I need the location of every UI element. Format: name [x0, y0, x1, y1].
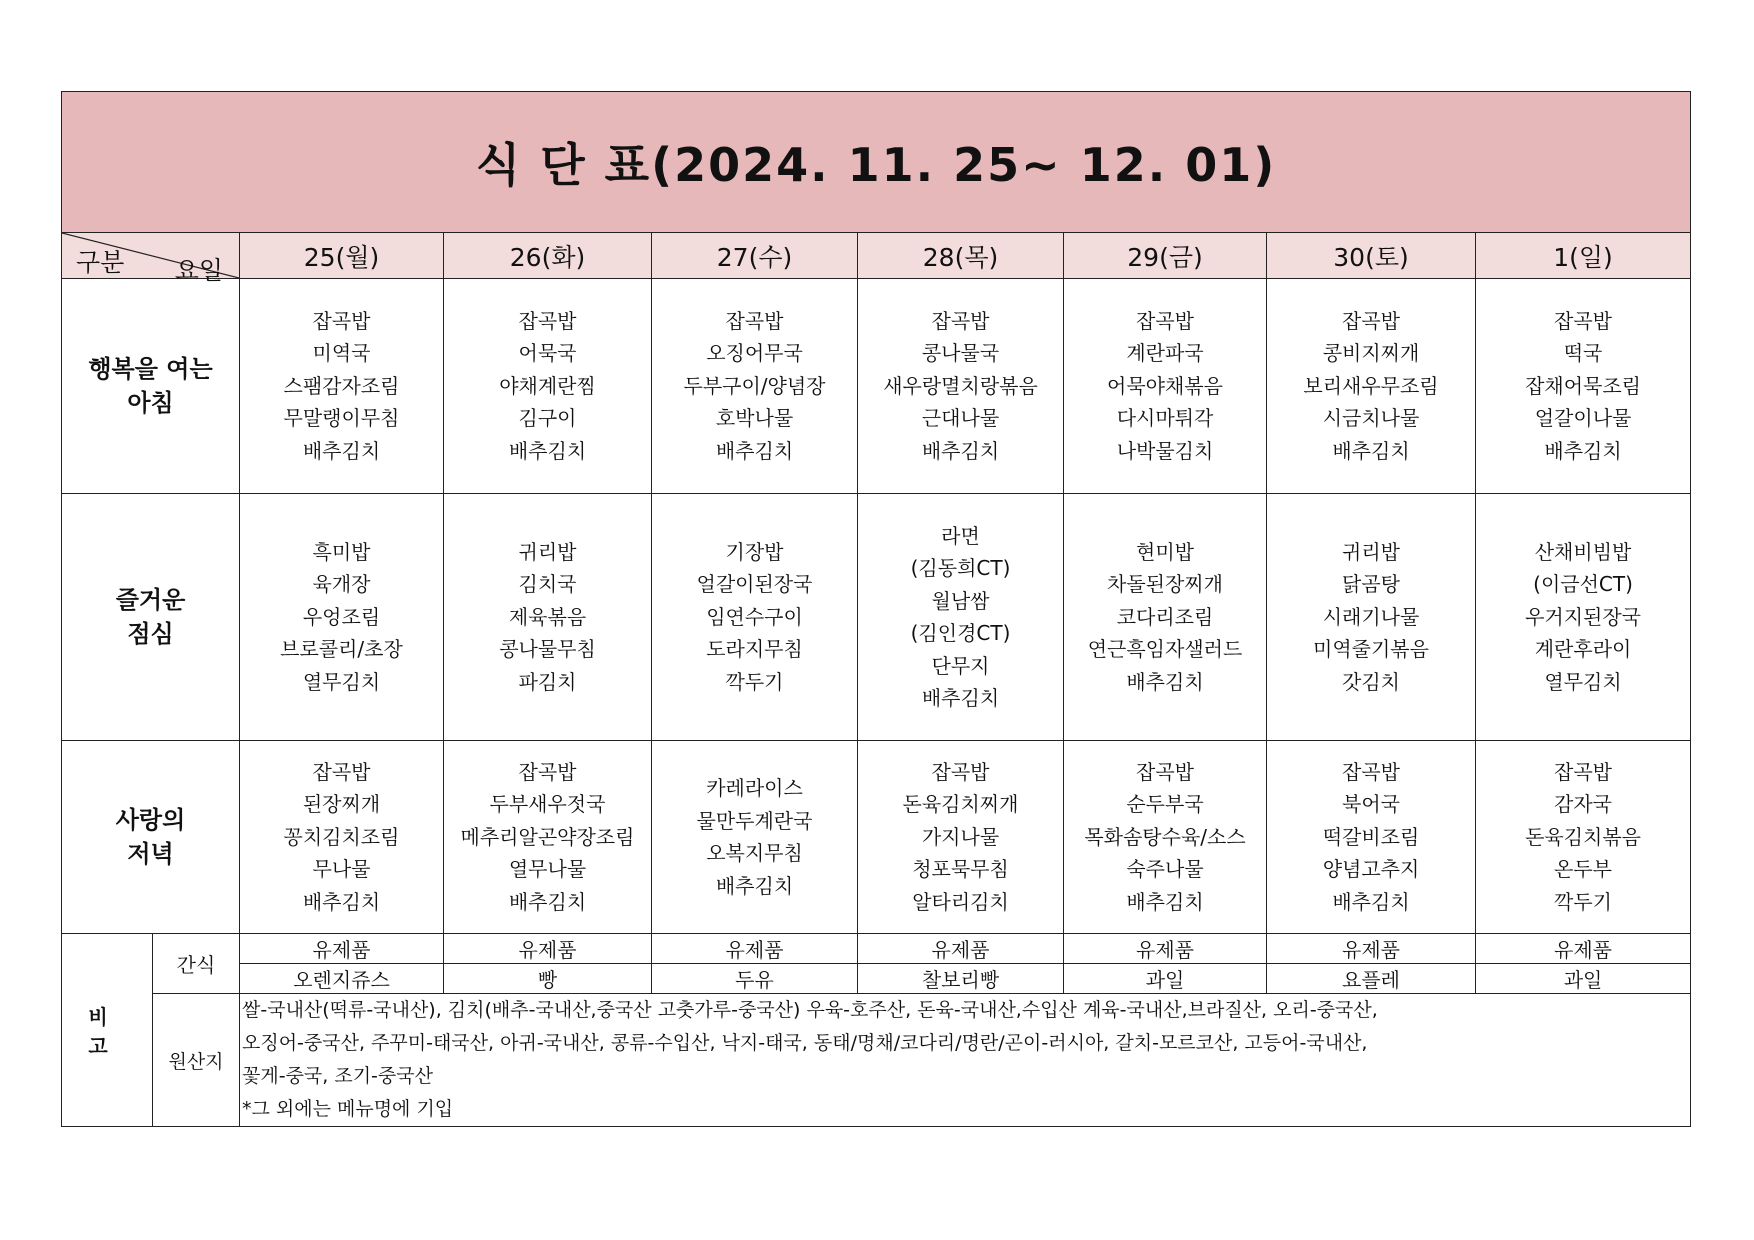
- origin-info: [240, 994, 1691, 1127]
- menu-item: 임연수구이: [706, 604, 803, 629]
- menu-item: 목화솜탕수육/소스: [1084, 824, 1246, 849]
- menu-item: 배추김치: [921, 438, 1000, 463]
- menu-item: 흑미밥: [312, 539, 371, 564]
- menu-item: 호박나물: [715, 406, 794, 431]
- day-header: 27(수): [652, 233, 858, 279]
- meal-cell: [858, 279, 1064, 494]
- menu-item: 파김치: [518, 669, 577, 694]
- menu-item: 육개장: [312, 572, 371, 597]
- menu-item: (김인경CT): [910, 621, 1011, 645]
- menu-item: 깍두기: [725, 669, 784, 694]
- day-header: 1(일): [1476, 233, 1691, 279]
- meal-cell: [858, 494, 1064, 741]
- menu-item: 갓김치: [1342, 669, 1400, 694]
- dinner-label: [62, 741, 240, 934]
- menu-item: 열무김치: [1544, 669, 1622, 694]
- menu-item: 배추김치: [715, 438, 794, 463]
- menu-item: 계란후라이: [1534, 637, 1632, 662]
- snack-cell: 과일: [1476, 964, 1691, 994]
- menu-item: (김동희CT): [910, 556, 1011, 580]
- menu-item: 잡곡밥: [931, 759, 990, 784]
- breakfast-label: [62, 279, 240, 494]
- menu-item: 시래기나물: [1322, 604, 1420, 629]
- menu-item: 무나물: [312, 857, 371, 882]
- menu-item: 차돌된장찌개: [1107, 572, 1223, 597]
- menu-item: 돈육김치볶음: [1525, 824, 1641, 849]
- menu-item: 알타리김치: [912, 889, 1009, 914]
- menu-item: 산채비빔밥: [1534, 539, 1632, 564]
- menu-item: 청포묵무침: [912, 857, 1009, 882]
- origin-line: *그 외에는 메뉴명에 기입: [242, 1098, 454, 1120]
- menu-item: 코다리조림: [1116, 604, 1214, 629]
- page-title: 식 단 표(2024. 11. 25~ 12. 01): [62, 92, 1691, 233]
- origin-label: 원산지: [153, 994, 240, 1127]
- meal-cell: [240, 741, 444, 934]
- lunch-row: [62, 494, 1691, 741]
- menu-item: 온두부: [1554, 857, 1613, 882]
- menu-item: 배추김치: [1332, 889, 1410, 914]
- meal-cell: [1064, 279, 1267, 494]
- snack-cell: 요플레: [1267, 964, 1476, 994]
- menu-item: 감자국: [1554, 792, 1613, 817]
- menu-item: 메추리알곤약장조림: [460, 824, 635, 849]
- menu-item: 미역국: [312, 341, 371, 366]
- menu-item: 잡곡밥: [518, 308, 577, 333]
- menu-item: 미역줄기볶음: [1313, 637, 1429, 662]
- menu-item: 잡곡밥: [312, 308, 371, 333]
- menu-item: 카레라이스: [706, 776, 803, 800]
- meal-label-line: 점심: [127, 620, 174, 648]
- menu-item: 보리새우무조림: [1303, 373, 1439, 398]
- origin-line: 오징어-중국산, 주꾸미-태국산, 아귀-국내산, 콩류-수입산, 낙지-태국, 동태/명채/코다리/명란/곤이-러시아, 갈치-모르코산, 고등어-국내산,: [242, 1032, 1368, 1054]
- menu-item: 브로콜리/초장: [280, 637, 403, 662]
- menu-item: 야채계란찜: [499, 373, 596, 398]
- menu-item: 라면: [941, 523, 980, 548]
- menu-item: 도라지무침: [706, 637, 803, 662]
- menu-item: 닭곰탕: [1342, 572, 1400, 597]
- lunch-label: [62, 494, 240, 741]
- menu-item: 배추김치: [921, 686, 1000, 710]
- weekday-label: 요일: [174, 256, 223, 285]
- menu-item: 우엉조림: [302, 604, 381, 629]
- snack-cell: 유제품: [652, 934, 858, 964]
- menu-item: 열무김치: [302, 669, 381, 694]
- menu-item: 배추김치: [1544, 438, 1622, 463]
- meal-label-line: 아침: [127, 389, 174, 417]
- snack-cell: 두유: [652, 964, 858, 994]
- menu-item: 잡곡밥: [931, 308, 990, 333]
- meal-label-line: 저녁: [127, 840, 174, 868]
- dinner-row: [62, 741, 1691, 934]
- menu-item: 떡국: [1563, 341, 1603, 366]
- day-header: 30(토): [1267, 233, 1476, 279]
- menu-item: 양념고추지: [1322, 857, 1420, 882]
- menu-item: 근대나물: [921, 406, 1000, 431]
- menu-item: 무말랭이무침: [283, 406, 400, 431]
- menu-item: 제육볶음: [508, 604, 587, 629]
- meal-cell: [1476, 741, 1691, 934]
- menu-item: 두부구이/양념장: [683, 373, 826, 398]
- meal-cell: [1064, 494, 1267, 741]
- breakfast-row: [62, 279, 1691, 494]
- menu-item: (이금선CT): [1533, 572, 1633, 597]
- snack-cell: 유제품: [858, 934, 1064, 964]
- menu-item: 배추김치: [508, 889, 587, 914]
- snack-row-2: [62, 964, 1691, 994]
- menu-item: 월남쌈: [931, 588, 990, 613]
- snack-cell: 빵: [444, 964, 652, 994]
- menu-item: 잡곡밥: [1136, 308, 1194, 333]
- meal-cell: [240, 494, 444, 741]
- meal-cell: [652, 279, 858, 494]
- menu-item: 어묵국: [518, 341, 577, 366]
- menu-item: 배추김치: [508, 438, 587, 463]
- meal-cell: [444, 279, 652, 494]
- snack-cell: 유제품: [240, 934, 444, 964]
- menu-item: 가지나물: [921, 824, 1000, 849]
- snack-cell: 유제품: [1476, 934, 1691, 964]
- snack-cell: 유제품: [1267, 934, 1476, 964]
- origin-row: [62, 994, 1691, 1127]
- menu-item: 순두부국: [1126, 792, 1204, 817]
- menu-item: 잡곡밥: [1136, 759, 1194, 784]
- meal-label-line: 사랑의: [115, 806, 186, 834]
- snack-cell: 과일: [1064, 964, 1267, 994]
- menu-item: 현미밥: [1136, 539, 1194, 564]
- menu-item: 잡곡밥: [1342, 308, 1400, 333]
- menu-item: 오복지무침: [706, 841, 803, 865]
- meal-cell: [1267, 494, 1476, 741]
- meal-cell: [652, 741, 858, 934]
- menu-item: 나박물김치: [1116, 438, 1214, 463]
- menu-item: 배추김치: [1126, 889, 1204, 914]
- menu-item: 연근흑임자샐러드: [1087, 637, 1243, 662]
- menu-item: 시금치나물: [1322, 406, 1420, 431]
- menu-item: 김구이: [518, 406, 577, 431]
- menu-item: 배추김치: [1126, 669, 1204, 694]
- menu-item: 물만두계란국: [696, 808, 813, 833]
- meal-plan-table: [61, 91, 1691, 1127]
- meal-cell: [444, 741, 652, 934]
- meal-cell: [858, 741, 1064, 934]
- menu-item: 숙주나물: [1126, 857, 1204, 882]
- menu-item: 얼갈이나물: [1534, 406, 1632, 431]
- meal-cell: [652, 494, 858, 741]
- meal-cell: [444, 494, 652, 741]
- menu-item: 단무지: [931, 653, 990, 678]
- menu-item: 어묵야채볶음: [1107, 373, 1223, 398]
- menu-item: 꽁치김치조림: [283, 824, 400, 849]
- meal-cell: [1476, 279, 1691, 494]
- snack-cell: 유제품: [444, 934, 652, 964]
- meal-cell: [1476, 494, 1691, 741]
- meal-cell: [1064, 741, 1267, 934]
- origin-line: 쌀-국내산(떡류-국내산), 김치(배추-국내산,중국산 고춧가루-중국산) 우육-호주산, 돈육-국내산,수입산 계육-국내산,브라질산, 오리-중국산,: [242, 999, 1378, 1021]
- snack-cell: 찰보리빵: [858, 964, 1064, 994]
- menu-item: 귀리밥: [1342, 539, 1400, 564]
- meal-cell: [1267, 741, 1476, 934]
- menu-item: 김치국: [518, 572, 577, 597]
- menu-item: 돈육김치찌개: [902, 792, 1019, 817]
- menu-item: 열무나물: [508, 857, 587, 882]
- menu-item: 깍두기: [1554, 889, 1613, 914]
- day-header: 26(화): [444, 233, 652, 279]
- day-header: 29(금): [1064, 233, 1267, 279]
- menu-item: 얼갈이된장국: [696, 572, 813, 597]
- day-header: 25(월): [240, 233, 444, 279]
- menu-item: 떡갈비조림: [1322, 824, 1420, 849]
- day-header: 28(목): [858, 233, 1064, 279]
- menu-item: 계란파국: [1126, 341, 1204, 366]
- menu-item: 배추김치: [302, 438, 381, 463]
- snack-cell: 오렌지쥬스: [240, 964, 444, 994]
- menu-item: 콩나물국: [921, 341, 1000, 366]
- menu-item: 북어국: [1342, 792, 1400, 817]
- snack-cell: 유제품: [1064, 934, 1267, 964]
- menu-item: 배추김치: [1332, 438, 1410, 463]
- snack-label: 간식: [153, 934, 240, 994]
- menu-item: 우거지된장국: [1525, 604, 1641, 629]
- menu-item: 기장밥: [725, 539, 784, 564]
- meal-label-line: 즐거운: [115, 586, 186, 614]
- menu-item: 콩나물무침: [499, 637, 596, 662]
- remarks-label: 비 고: [62, 934, 153, 1127]
- menu-item: 잡곡밥: [312, 759, 371, 784]
- menu-item: 잡곡밥: [725, 308, 784, 333]
- menu-item: 두부새우젓국: [489, 792, 606, 817]
- meal-cell: [240, 279, 444, 494]
- menu-item: 잡채어묵조림: [1525, 373, 1641, 398]
- menu-item: 다시마튀각: [1116, 406, 1214, 431]
- menu-item: 콩비지찌개: [1322, 341, 1420, 366]
- menu-item: 된장찌개: [302, 792, 381, 817]
- category-day-header: [62, 233, 240, 285]
- category-label: 구분: [76, 248, 125, 277]
- menu-item: 잡곡밥: [1554, 308, 1613, 333]
- meal-label-line: 행복을 여는: [88, 355, 213, 383]
- meal-cell: [1267, 279, 1476, 494]
- menu-item: 스팸감자조림: [283, 373, 400, 398]
- menu-item: 귀리밥: [518, 539, 577, 564]
- menu-item: 새우랑멸치랑볶음: [883, 373, 1038, 398]
- menu-item: 배추김치: [302, 889, 381, 914]
- origin-line: 꽃게-중국, 조기-중국산: [242, 1065, 433, 1087]
- menu-item: 배추김치: [715, 873, 794, 898]
- menu-item: 잡곡밥: [518, 759, 577, 784]
- menu-item: 잡곡밥: [1342, 759, 1400, 784]
- day-header-row: [62, 233, 1691, 279]
- menu-item: 잡곡밥: [1554, 759, 1613, 784]
- snack-row-1: [62, 934, 1691, 964]
- menu-item: 오징어무국: [706, 341, 803, 366]
